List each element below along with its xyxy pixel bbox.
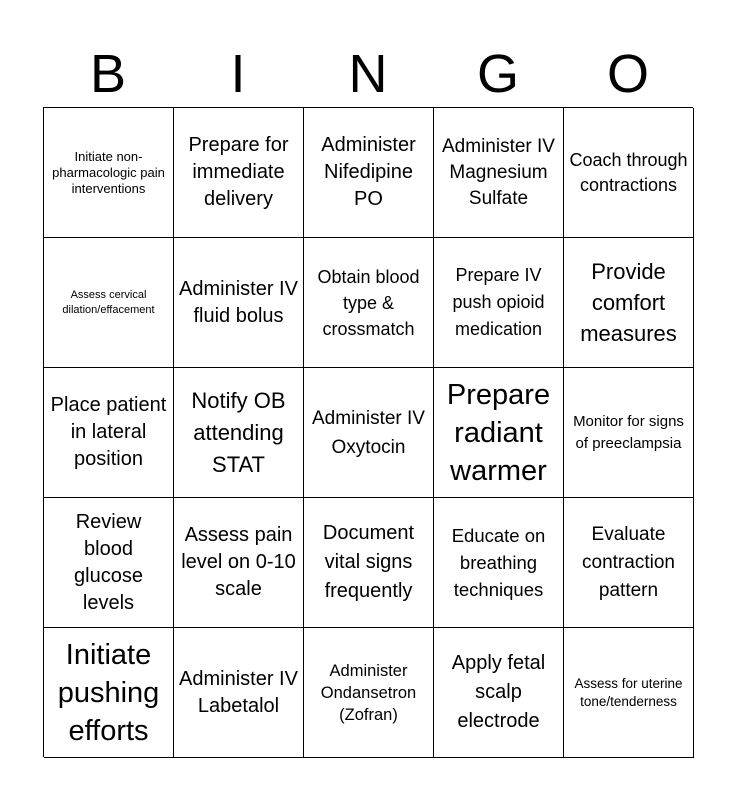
bingo-cell-text: Review blood glucose levels (74, 510, 143, 614)
bingo-cell-text: Provide comfort measures (580, 259, 677, 346)
bingo-cell-text: Prepare IV push opioid medication (452, 265, 545, 339)
bingo-cell-r4-c5[interactable] (564, 498, 694, 628)
header-letter-o: O (606, 44, 649, 104)
bingo-cell-text: Prepare radiant warmer (446, 378, 551, 487)
bingo-cell-text: Obtain blood type & crossmatch (317, 266, 420, 339)
bingo-cell-text: Notify OB attending STAT (191, 387, 286, 477)
bingo-cell-r5-c5[interactable] (564, 628, 694, 758)
bingo-cell-r4-c1[interactable] (44, 498, 174, 628)
bingo-cell-r2-c5[interactable] (564, 238, 694, 368)
bingo-cell-r4-c4[interactable] (434, 498, 564, 628)
bingo-cell-text: Initiate pushing efforts (57, 638, 160, 747)
bingo-cell-text: Place patient in lateral position (50, 394, 167, 470)
bingo-cell-r5-c2[interactable] (174, 628, 304, 758)
bingo-cell-r2-c4[interactable] (434, 238, 564, 368)
bingo-cell-text: Educate on breathing techniques (451, 525, 546, 600)
bingo-cell-text: Administer IV Oxytocin (312, 407, 425, 458)
bingo-cell-r5-c4[interactable] (434, 628, 564, 758)
bingo-card-grid (43, 107, 693, 757)
bingo-cell-text: Assess for uterine tone/tenderness (574, 675, 683, 709)
bingo-cell-text: Assess pain level on 0-10 scale (181, 524, 296, 600)
header-letter-i: I (230, 44, 246, 104)
bingo-cell-r1-c4[interactable] (434, 108, 564, 238)
bingo-cell-r2-c2[interactable] (174, 238, 304, 368)
bingo-cell-text: Assess cervical dilation/effacement (62, 288, 155, 316)
bingo-cell-r5-c3[interactable] (304, 628, 434, 758)
bingo-cell-r1-c3[interactable] (304, 108, 434, 238)
bingo-cell-r3-c3[interactable] (304, 368, 434, 498)
bingo-cell-text: Initiate non-pharmacologic pain interventions (52, 148, 165, 196)
bingo-cell-r1-c5[interactable] (564, 108, 694, 238)
bingo-cell-text: Coach through contractions (569, 149, 688, 195)
bingo-cell-text: Administer Ondansetron (Zofran) (320, 661, 417, 724)
bingo-cell-r1-c2[interactable] (174, 108, 304, 238)
header-letter-g: G (476, 44, 519, 104)
bingo-cell-text: Administer Nifedipine PO (321, 134, 416, 210)
bingo-cell-text: Administer IV Labetalol (179, 667, 298, 717)
bingo-cell-r3-c4[interactable] (434, 368, 564, 498)
bingo-cell-text: Apply fetal scalp electrode (451, 652, 546, 732)
bingo-cell-r1-c1[interactable] (44, 108, 174, 238)
bingo-cell-r2-c3[interactable] (304, 238, 434, 368)
header-letter-b: B (89, 44, 127, 104)
bingo-cell-text: Evaluate contraction pattern (582, 523, 675, 601)
bingo-cell-text: Monitor for signs of preeclampsia (573, 412, 684, 452)
bingo-cell-text: Administer IV fluid bolus (179, 277, 298, 327)
bingo-cell-r3-c2[interactable] (174, 368, 304, 498)
header-letter-n: N (348, 44, 388, 104)
bingo-cell-r4-c2[interactable] (174, 498, 304, 628)
bingo-cell-r3-c1[interactable] (44, 368, 174, 498)
bingo-cell-text: Document vital signs frequently (322, 522, 415, 602)
bingo-cell-r3-c5[interactable] (564, 368, 694, 498)
bingo-cell-text: Administer IV Magnesium Sulfate (442, 135, 555, 209)
bingo-cell-r4-c3[interactable] (304, 498, 434, 628)
bingo-header (43, 40, 693, 108)
bingo-cell-r5-c1[interactable] (44, 628, 174, 758)
bingo-cell-text: Prepare for immediate delivery (188, 134, 289, 210)
bingo-cell-r2-c1[interactable] (44, 238, 174, 368)
